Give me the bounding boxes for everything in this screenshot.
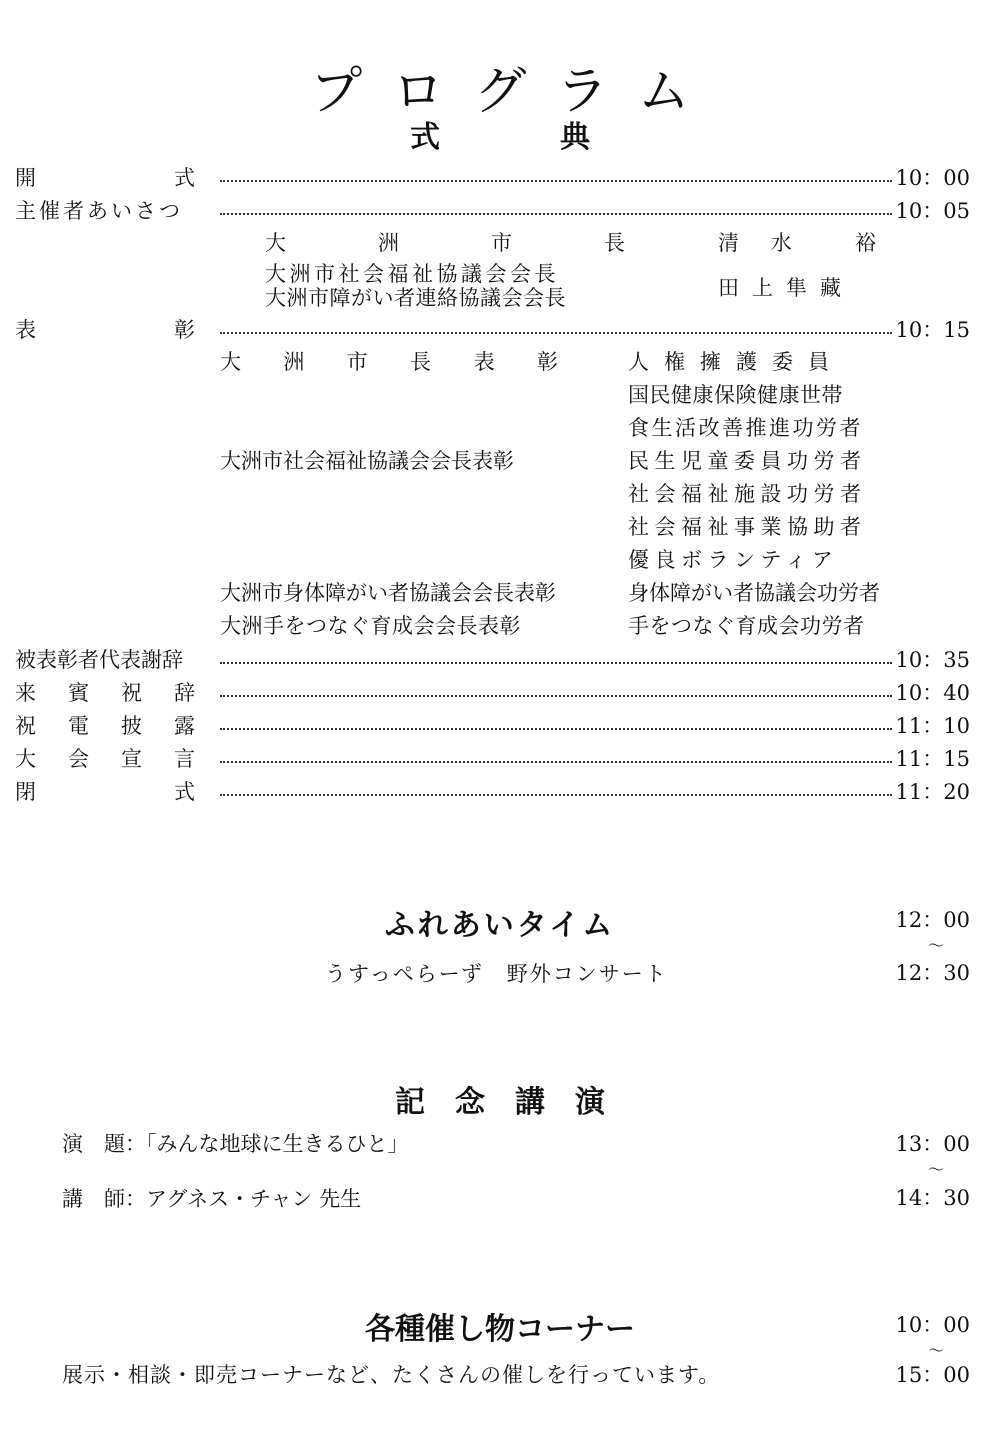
schedule-label: 来 賓 祝 辞 <box>15 681 195 705</box>
dot-leader <box>220 180 892 182</box>
dot-leader <box>220 332 892 334</box>
schedule-row-declaration <box>15 745 970 773</box>
award-recipient: 身体障がい者協議会功労者 <box>628 581 880 605</box>
schedule-time: 10：35 <box>895 648 970 672</box>
time-start: 12：00 <box>895 908 970 932</box>
schedule-row-thanks <box>15 646 970 674</box>
time-end: 12：30 <box>895 961 970 985</box>
schedule-label: 祝 電 披 露 <box>15 714 195 738</box>
greeter-name: 清 水 裕 <box>718 231 876 255</box>
schedule-label: 表 彰 <box>15 318 195 342</box>
award-recipient: 民生児童委員功労者 <box>628 449 867 473</box>
lecture-topic-label: 演 題： <box>62 1132 146 1156</box>
award-giver: 大洲市社会福祉協議会会長表彰 <box>220 449 514 473</box>
ceremony-heading: 式 典 <box>410 120 590 155</box>
schedule-time: 10：00 <box>895 166 970 190</box>
greeter-role: 大洲市障がい者連絡協議会会長 <box>265 286 566 310</box>
schedule-row-greeting <box>15 197 970 225</box>
lecture-speaker-value: アグネス・チャン 先生 <box>146 1187 362 1211</box>
lecture-heading: 記 念 講 演 <box>395 1085 605 1120</box>
award-recipient: 社会福祉施設功労者 <box>628 482 867 506</box>
events-text: 展示・相談・即売コーナーなど、たくさんの催しを行っています。 <box>62 1363 721 1387</box>
lecture-speaker <box>62 1185 361 1213</box>
lecture-topic <box>62 1130 409 1158</box>
dot-leader <box>220 761 892 763</box>
time-range-tilde: ～ <box>928 1160 945 1179</box>
fureai-text: うすっぺらーず 野外コンサート <box>325 962 668 986</box>
schedule-label: 閉 式 <box>15 780 195 804</box>
schedule-time: 11：20 <box>895 780 970 804</box>
dot-leader <box>220 728 892 730</box>
dot-leader <box>220 695 892 697</box>
award-recipient: 手をつなぐ育成会功労者 <box>628 614 865 638</box>
schedule-label: 開 式 <box>15 166 195 190</box>
award-recipient: 優良ボランティア <box>628 548 839 572</box>
dot-leader <box>220 662 892 664</box>
time-range-tilde: ～ <box>928 936 945 955</box>
schedule-row-guest-speech <box>15 679 970 707</box>
dot-leader <box>220 213 892 215</box>
schedule-time: 11：10 <box>895 714 970 738</box>
time-start: 10：00 <box>895 1313 970 1337</box>
fureai-heading: ふれあいタイム <box>384 908 616 943</box>
greeter-role: 大 洲 市 長 <box>265 231 625 255</box>
schedule-time: 10：05 <box>895 199 970 223</box>
award-recipient: 食生活改善推進功労者 <box>628 416 863 440</box>
schedule-label: 被表彰者代表謝辞 <box>15 648 183 672</box>
time-end: 14：30 <box>895 1186 970 1210</box>
events-heading: 各種催し物コーナー <box>365 1312 635 1347</box>
greeter-name: 田上隼藏 <box>718 276 854 300</box>
time-start: 13：00 <box>895 1132 970 1156</box>
award-recipient: 国民健康保険健康世帯 <box>628 383 843 407</box>
schedule-row-awards <box>15 316 970 344</box>
award-recipient: 社会福祉事業協助者 <box>628 515 867 539</box>
time-range-tilde: ～ <box>928 1341 945 1360</box>
schedule-label: 主催者あいさつ <box>15 199 183 223</box>
award-giver: 大洲市身体障がい者協議会会長表彰 <box>220 581 556 605</box>
schedule-row-closing <box>15 778 970 806</box>
schedule-time: 11：15 <box>895 747 970 771</box>
schedule-row-telegrams <box>15 712 970 740</box>
dot-leader <box>220 794 892 796</box>
lecture-speaker-label: 講 師： <box>62 1187 146 1211</box>
award-giver: 大 洲 市 長 表 彰 <box>220 350 558 374</box>
schedule-time: 10：15 <box>895 318 970 342</box>
lecture-topic-value: 「みんな地球に生きるひと」 <box>146 1132 409 1156</box>
award-giver: 大洲手をつなぐ育成会会長表彰 <box>220 614 521 638</box>
schedule-row-opening <box>15 164 970 192</box>
award-recipient: 人権擁護委員 <box>628 350 844 374</box>
time-end: 15：00 <box>895 1363 970 1387</box>
schedule-time: 10：40 <box>895 681 970 705</box>
greeter-role: 大洲市社会福祉協議会会長 <box>265 262 559 286</box>
schedule-label: 大 会 宣 言 <box>15 747 195 771</box>
page-title: プログラム <box>310 61 720 122</box>
